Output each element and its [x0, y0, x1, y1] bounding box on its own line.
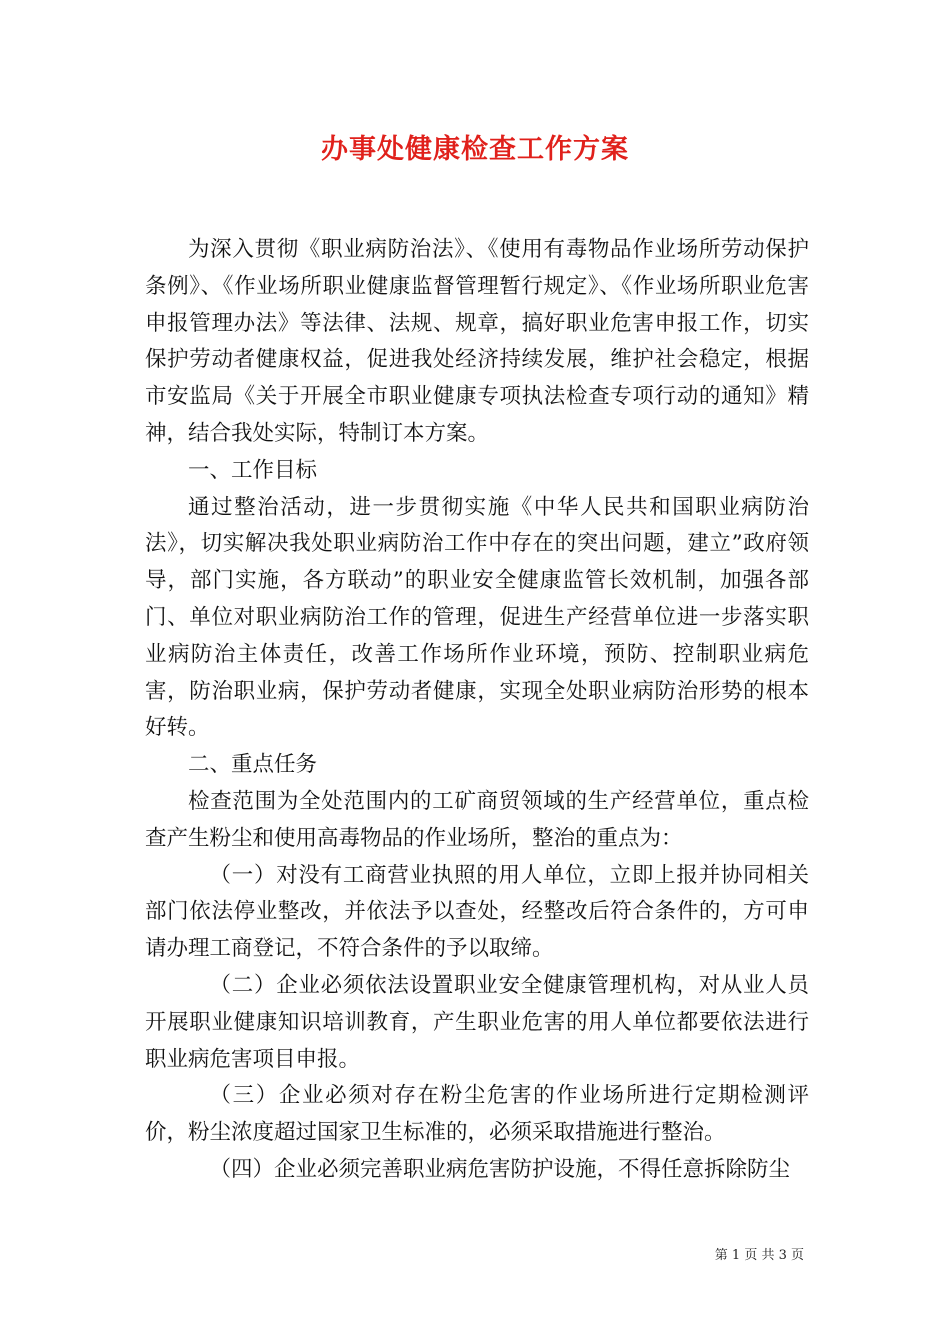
task-item-3: （三）企业必须对存在粉尘危害的作业场所进行定期检测评价，粉尘浓度超过国家卫生标准的，必须采取措施进行整治。: [145, 1083, 809, 1146]
page-title: 办事处健康检查工作方案: [321, 134, 629, 165]
task-item-4: （四）企业必须完善职业病危害防护设施，不得任意拆除防尘: [209, 1156, 791, 1182]
document-body: [145, 232, 809, 1189]
task-item-1: （一）对没有工商营业执照的用人单位，立即上报并协同相关部门依法停业整改，并依法予以查处，经整改后符合条件的，方可申请办理工商登记，不符合条件的予以取缔。: [145, 862, 809, 962]
goals-paragraph: 通过整治活动，进一步贯彻实施《中华人民共和国职业病防治法》，切实解决我处职业病防治工作中存在的突出问题，建立”政府领导，部门实施，各方联动”的职业安全健康监管长效机制，加强各部门、单位对职业病防治工作的管理，促进生产经营单位进一步落实职业病防治主体责任，改善工作场所作业环境，预防、控制职业病危害，防治职业病，保护劳动者健康，实现全处职业病防治形势的根本好转。: [145, 494, 809, 741]
section-heading-goals: 一、工作目标: [188, 457, 318, 483]
intro-paragraph: 为深入贯彻《职业病防治法》、《使用有毒物品作业场所劳动保护条例》、《作业场所职业健康监督管理暂行规定》、《作业场所职业危害申报管理办法》等法律、法规、规章，搞好职业危害申报工作，切实保护劳动者健康权益，促进我处经济持续发展，维护社会稳定，根据市安监局《关于开展全市职业健康专项执法检查专项行动的通知》精神，结合我处实际，特制订本方案。: [145, 237, 809, 446]
task-item-2: （二）企业必须依法设置职业安全健康管理机构，对从业人员开展职业健康知识培训教育，产生职业危害的用人单位都要依法进行职业病危害项目申报。: [145, 972, 809, 1072]
tasks-scope-paragraph: 检查范围为全处范围内的工矿商贸领域的生产经营单位，重点检查产生粉尘和使用高毒物品的作业场所，整治的重点为：: [145, 788, 809, 851]
section-heading-tasks: 二、重点任务: [188, 752, 318, 778]
page-number: 第 1 页 共 3 页: [714, 1248, 804, 1263]
